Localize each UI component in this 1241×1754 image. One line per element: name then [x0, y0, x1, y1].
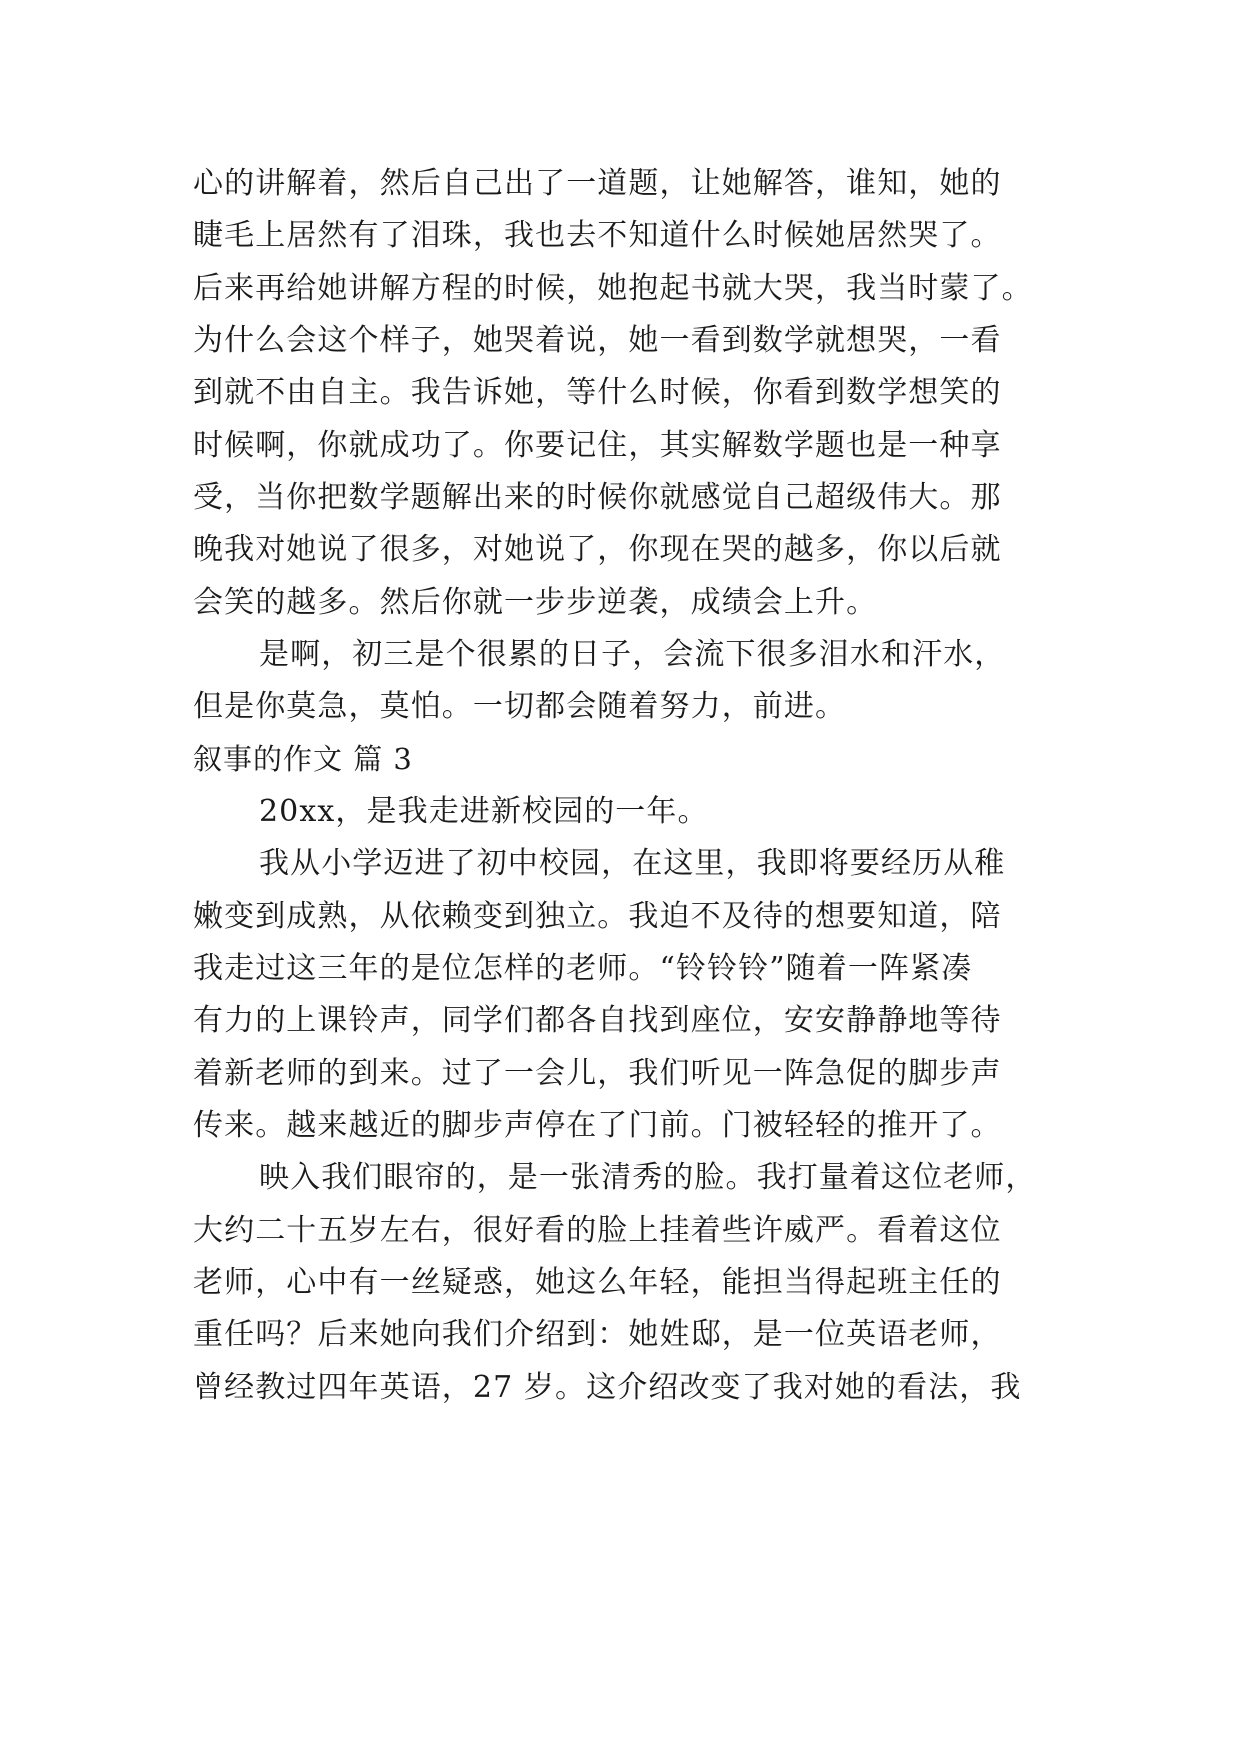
paragraph-first-line: 20xx，是我走进新校园的一年。 [259, 794, 709, 829]
text-line: 老师，心中有一丝疑惑，她这么年轻，能担当得起班主任的 [193, 1265, 1002, 1300]
text-line: 有力的上课铃声，同学们都各自找到座位，安安静静地等待 [193, 1003, 1002, 1038]
text-line: 到就不由自主。我告诉她，等什么时候，你看到数学想笑的 [193, 375, 1002, 410]
paragraph-first-line: 映入我们眼帘的，是一张清秀的脸。我打量着这位老师， [259, 1160, 1037, 1195]
paragraph-first-line: 是啊，初三是个很累的日子，会流下很多泪水和汗水， [259, 637, 1006, 672]
text-line: 我走过这三年的是位怎样的老师。“铃铃铃”随着一阵紧凑 [193, 951, 973, 986]
text-line: 受，当你把数学题解出来的时候你就感觉自己超级伟大。那 [193, 480, 1002, 515]
text-line: 曾经教过四年英语，27 岁。这介绍改变了我对她的看法，我 [193, 1370, 1022, 1405]
text-line: 心的讲解着，然后自己出了一道题，让她解答，谁知，她的 [193, 166, 1002, 201]
text-line: 大约二十五岁左右，很好看的脸上挂着些许威严。看着这位 [193, 1213, 1002, 1248]
text-line: 传来。越来越近的脚步声停在了门前。门被轻轻的推开了。 [193, 1108, 1002, 1143]
section-heading: 叙事的作文 篇 3 [193, 742, 413, 776]
text-line: 后来再给她讲解方程的时候，她抱起书就大哭，我当时蒙了。 [193, 271, 1033, 306]
text-line: 会笑的越多。然后你就一步步逆袭，成绩会上升。 [193, 585, 878, 620]
text-line: 晚我对她说了很多，对她说了，你现在哭的越多，你以后就 [193, 532, 1002, 567]
text-line: 着新老师的到来。过了一会儿，我们听见一阵急促的脚步声 [193, 1056, 1002, 1091]
text-line: 睫毛上居然有了泪珠，我也去不知道什么时候她居然哭了。 [193, 218, 1002, 253]
text-line: 嫩变到成熟，从依赖变到独立。我迫不及待的想要知道，陪 [193, 899, 1002, 934]
paragraph-first-line: 我从小学迈进了初中校园，在这里，我即将要经历从稚 [259, 846, 1006, 881]
text-line: 时候啊，你就成功了。你要记住，其实解数学题也是一种享 [193, 428, 1002, 463]
text-line: 重任吗？后来她向我们介绍到：她姓邸，是一位英语老师， [193, 1317, 1002, 1352]
text-line: 为什么会这个样子，她哭着说，她一看到数学就想哭，一看 [193, 323, 1002, 358]
text-line: 但是你莫急，莫怕。一切都会随着努力，前进。 [193, 689, 847, 724]
